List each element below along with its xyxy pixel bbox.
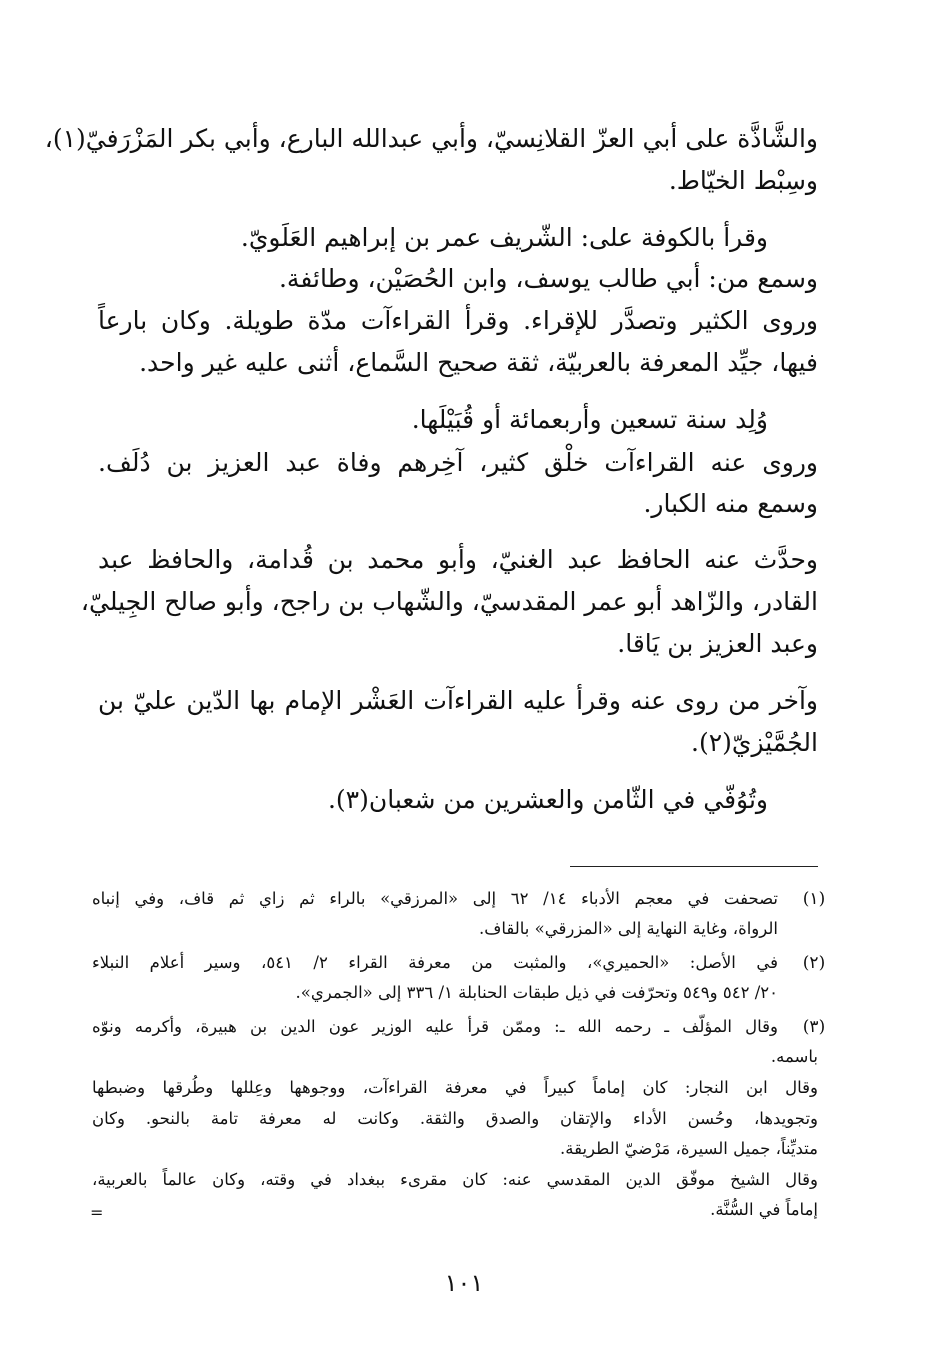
page-number: ١٠١ bbox=[444, 1269, 484, 1297]
body-line: وسِبْط الخيّاط. bbox=[668, 166, 818, 195]
footnote-number: (١) bbox=[802, 889, 826, 909]
body-line: وُلِد سنة تسعين وأربعمائة أو قُبَيْلَها. bbox=[411, 405, 768, 434]
body-line: وروى عنه القراءآت خلْق كثير، آخِرهم وفاة عبد العزيز بن دُلَف. bbox=[98, 448, 818, 477]
body-line: وروى الكثير وتصدَّر للإقراء. وقرأ القراءآت مدّة طويلة. وكان بارعاً bbox=[98, 306, 818, 335]
footnote-line: ٢٠/ ٥٤٢ و٥٤٩ وتحرّفت في ذيل طبقات الحنابلة ١/ ٣٣٦ إلى «الجمري». bbox=[295, 983, 778, 1002]
footnote-line: الرواة، وغاية النهاية إلى «المزرقي» بالقاف. bbox=[479, 919, 778, 938]
footnote-line: متديِّناً، جميل السيرة، مَرْضيّ الطريقة. bbox=[560, 1139, 818, 1158]
footnote-number: (٣) bbox=[802, 1017, 826, 1037]
body-line: وسمع منه الكبار. bbox=[643, 489, 818, 518]
footnote-line: وتجويدها، وحُسن الأداء والإتقان والصدق والثقة. وكانت له معرفة تامة بالنحو. وكان bbox=[92, 1109, 818, 1128]
footnote-line: وقال الشيخ موفّق الدين المقدسي عنه: كان مقرىء ببغداد في وقته، وكان عالماً بالعربية، bbox=[92, 1170, 818, 1189]
continuation-mark: = bbox=[90, 1203, 104, 1222]
footnote-line: إماماً في السُّنَّة. bbox=[710, 1200, 818, 1219]
footnote-line: تصحفت في معجم الأدباء ١٤/ ٦٢ إلى «المرزقي» بالراء ثم زاي ثم قاف، وفي إنباه bbox=[92, 889, 778, 908]
body-line: وسمع من: أبي طالب يوسف، وابن الحُصَيْن، وطائفة. bbox=[278, 264, 818, 293]
footnote-number: (٢) bbox=[802, 953, 826, 973]
body-line: وعبد العزيز بن يَاقا. bbox=[617, 629, 818, 658]
footnote-line: باسمه. bbox=[770, 1047, 818, 1066]
footnote-line: في الأصل: «الحميري»، والمثبت من معرفة القراء ٢/ ٥٤١، وسير أعلام النبلاء bbox=[92, 953, 778, 972]
body-line: وآخر من روى عنه وقرأ عليه القراءآت العَشْر الإمام بها الدّين عليّ بن bbox=[98, 686, 818, 715]
body-line: فيها، جيِّد المعرفة بالعربيّة، ثقة صحيح السَّماع، أثنى عليه غير واحد. bbox=[139, 348, 818, 377]
body-line: وتُوُفّي في الثّامن والعشرين من شعبان(٣). bbox=[327, 785, 768, 814]
body-line: والشَّاذَّة على أبي العزّ القلانِسيّ، وأبي عبدالله البارع، وأبي بكر المَزْرَفيّ(١)، bbox=[44, 124, 818, 153]
footnote-separator bbox=[570, 866, 818, 867]
body-line: وحدَّث عنه الحافظ عبد الغنيّ، وأبو محمد بن قُدامة، والحافظ عبد bbox=[98, 545, 818, 574]
footnote-line: وقال المؤلّف ـ رحمه الله ـ: وممّن قرأ عليه الوزير عون الدين بن هبيرة، وأكرمه ونوّه bbox=[92, 1017, 778, 1036]
body-line: وقرأ بالكوفة على: الشّريف عمر بن إبراهيم العَلَويّ. bbox=[240, 223, 768, 252]
body-line: القادر، والزّاهد أبو عمر المقدسيّ، والشّهاب بن راجح، وأبو صالح الجِيليّ، bbox=[80, 587, 818, 616]
footnote-line: وقال ابن النجار: كان إماماً كبيراً في معرفة القراءآت، ووجوهها وعِللها وطُرقها وضبطها bbox=[92, 1078, 818, 1097]
body-line: الجُمَّيْزيّ(٢). bbox=[691, 728, 818, 757]
